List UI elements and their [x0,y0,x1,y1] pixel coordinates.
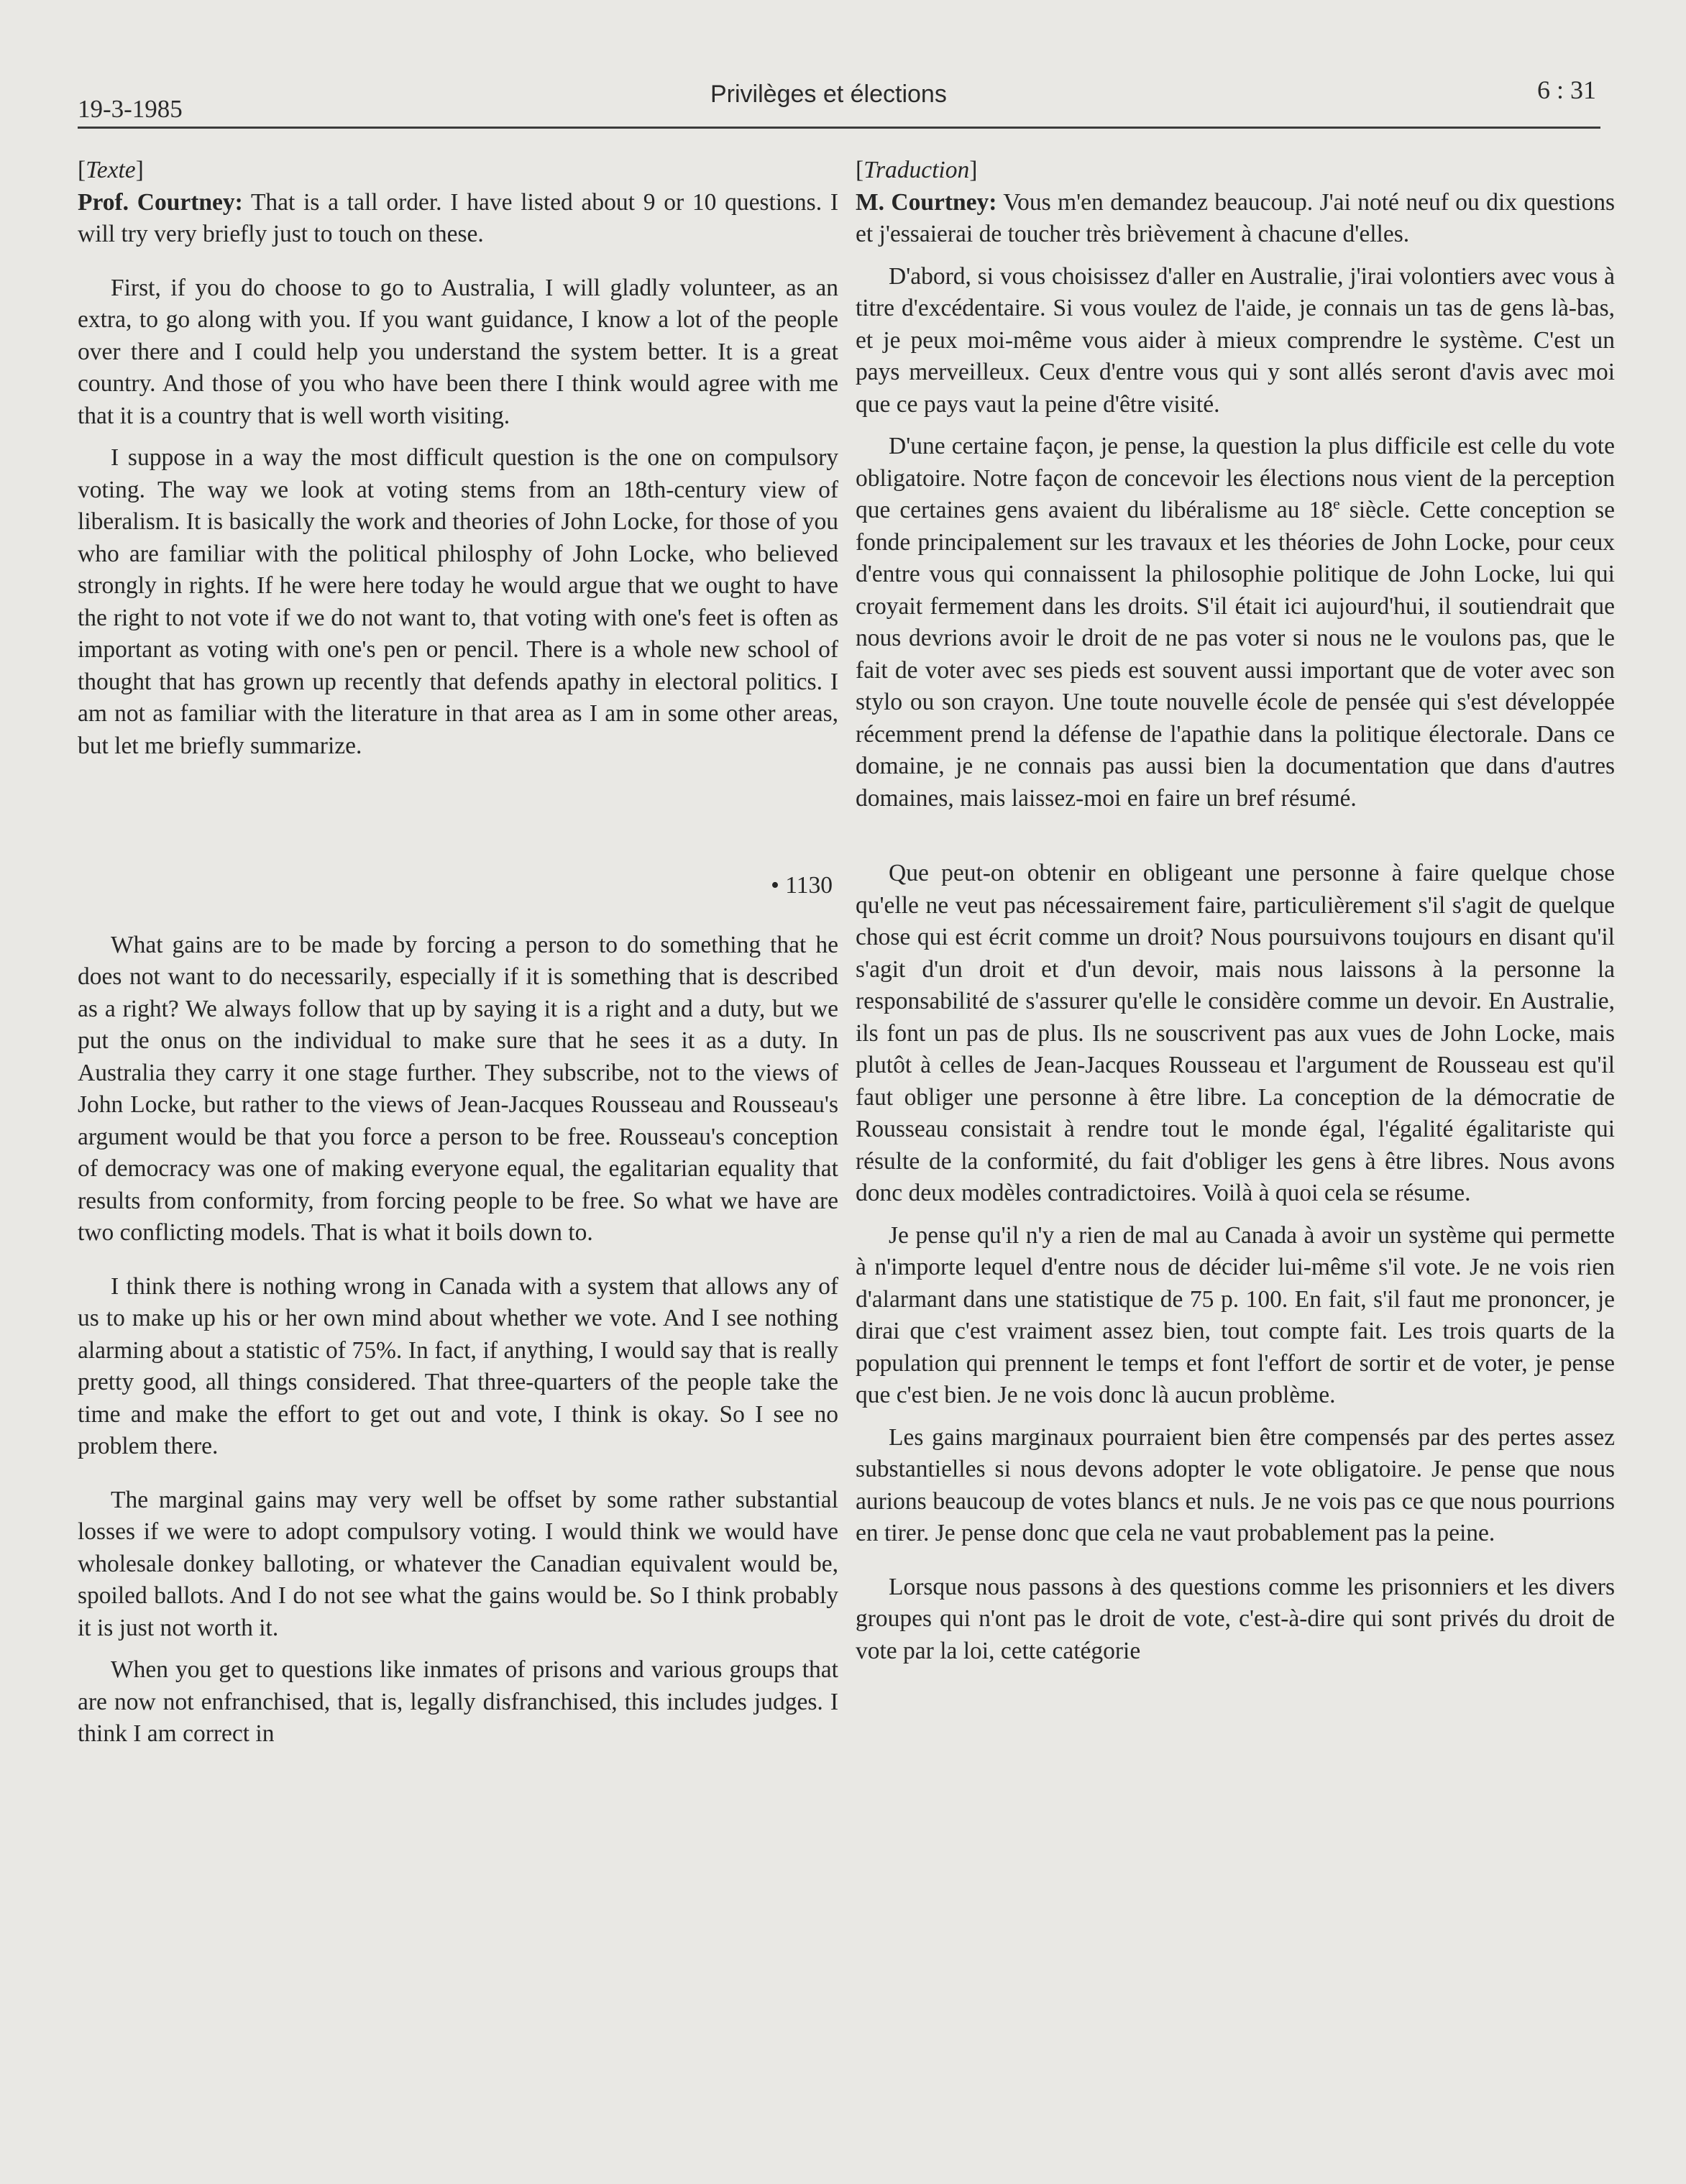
header-page-number: 6 : 31 [1537,75,1597,104]
speaker-paragraph: M. Courtney: Vous m'en demandez beaucoup. J'ai noté neuf ou dix questions et j'essaierai de toucher très brièvement à chacune d'elles. [856,188,1615,247]
french-column [856,155,1615,1667]
speaker-name: Prof. Courtney: [78,188,243,216]
language-label: [Texte] [78,157,144,183]
paragraph: What gains are to be made by forcing a person to do something that he does not want to do necessarily, especially if it is something that is described as a right? We always follow that up by saying it is a right and a duty, but we put the onus on the individual to make sure that he sees it as a duty. In Australia they carry it one stage further. They subscribe, not to the views of John Locke, but rather to the views of Jean-Jacques Rousseau and Rousseau's argument would be that you force a person to be free. Rousseau's conception of democracy was one of making everyone equal, the egalitarian equality that results from conformity, from forcing people to be free. So what we have are two conflicting models. That is what it boils down to. [78,931,838,1246]
paragraph: When you get to questions like inmates of prisons and various groups that are now not enfranchised, that is, legally disfranchised, this includes judges. I think I am correct in [78,1656,838,1747]
header-date: 19-3-1985 [78,95,183,123]
paragraph: I think there is nothing wrong in Canada with a system that allows any of us to make up his or her own mind about whether we vote. And I see nothing alarming about a statistic of 75%. In fact, if anything, I would say that is really pretty good, all things considered. That three-quarters of the people take the time and make the effort to get out and vote, I think is okay. So I see no problem there. [78,1272,838,1459]
paragraph: Que peut-on obtenir en obligeant une personne à faire quelque chose qu'elle ne veut pas nécessairement faire, particulièrement s'il s'agit de quelque chose qui est écrit comme un droit? Nous poursuivons toujours en disant qu'il s'agit d'un droit et d'un devoir, mais nous laissons à la personne la responsabilité de s'assurer qu'elle le considère comme un devoir. En Australie, ils font un pas de plus. Ils ne souscrivent pas aux vues de John Locke, mais plutôt à celles de Jean-Jacques Rousseau et l'argument de Rousseau est qu'il faut obliger une personne à être libre. La conception de la démocratie de Rousseau consistait à rendre tout le monde égal, l'égalité égalitariste qui résulte de la conformité, du fait d'obliger les gens à être libres. Nous avons donc deux modèles contradictoires. Voilà à quoi cela se résume. [856,860,1615,1206]
paragraph: Les gains marginaux pourraient bien être compensés par des pertes assez substantielles si nous devons adopter le vote obligatoire. Je pense que nous aurions beaucoup de votes blancs et nuls. Je ne vois pas ce que nous pourrions en tirer. Je pense donc que cela ne vaut probablement pas la peine. [856,1423,1615,1546]
paragraph: First, if you do choose to go to Australia, I will gladly volunteer, as an extra, to go along with you. If you want guidance, I know a lot of the people over there and I could help you understand the system better. It is a great country. And those of you who have been there I think would agree with me that it is a country that is well worth visiting. [78,274,838,429]
paragraph: Lorsque nous passons à des questions comme les prisonniers et les divers groupes qui n'ont pas le droit de vote, c'est-à-dire qui sont privés du droit de vote par la loi, cette catégorie [856,1573,1615,1664]
paragraph: I suppose in a way the most difficult question is the one on compulsory voting. The way we look at voting stems from an 18th-century view of liberalism. It is basically the work and theories of John Locke, for those of you who are familiar with the political philosphy of John Locke, who believed strongly in rights. If he were here today he would argue that we ought to have the right to not vote if we do not want to, that voting with one's feet is often as important as voting with one's pen or pencil. There is a whole new school of thought that has grown up recently that defends apathy in electoral politics. I am not as familiar with the literature in that area as I am in some other areas, but let me briefly summarize. [78,444,838,759]
speaker-name: M. Courtney: [856,188,997,216]
speaker-paragraph: Prof. Courtney: That is a tall order. I have listed about 9 or 10 questions. I will try very briefly just to touch on these. [78,188,838,247]
english-column [78,155,838,1751]
header-title: Privilèges et élections [710,81,947,108]
paragraph: Je pense qu'il n'y a rien de mal au Canada à avoir un système qui permette à n'importe lequel d'entre nous de décider lui-même s'il vote. Je ne vois rien d'alarmant dans une statistique de 75 p. 100. En fait, s'il faut me prononcer, je dirai que c'est vraiment assez bien, tout compte fait. Les trois quarts de la population qui prennent le temps et font l'effort de sortir et de voter, je pense que c'est bien. Je ne vois donc là aucun problème. [856,1221,1615,1408]
time-marker: • 1130 [771,872,833,899]
paragraph: D'abord, si vous choisissez d'aller en Australie, j'irai volontiers avec vous à titre d'excédentaire. Si vous voulez de l'aide, je connais un tas de gens là-bas, et je peux moi-même vous aider à mieux comprendre le système. C'est un pays merveilleux. Ceux d'entre vous qui y sont allés seront d'avis avec moi que ce pays vaut la peine d'être visité. [856,262,1615,418]
paragraph: The marginal gains may very well be offset by some rather substantial losses if we were to adopt compulsory voting. I would think we would have wholesale donkey balloting, or whatever the Canadian equivalent would be, spoiled ballots. And I do not see what the gains would be. So I think probably it is just not worth it. [78,1486,838,1641]
language-label: [Traduction] [856,157,978,183]
header-rule [78,127,1600,129]
paragraph: D'une certaine façon, je pense, la question la plus difficile est celle du vote obligatoire. Notre façon de concevoir les élections nous vient de la perception que certaines gens avaient du libéralisme au 18e siècle. Cette conception se fonde principalement sur les travaux et les théories de John Locke, pour ceux d'entre vous qui connaissent la philosophie politique de John Locke, lui qui croyait fermement dans les droits. S'il était ici aujourd'hui, il soutiendrait que nous devrions avoir le droit de ne pas voter si nous ne le voulons pas, que le fait de voter avec ses pieds est souvent aussi important que de voter avec son stylo ou son crayon. Une toute nouvelle école de pensée qui s'est développée récemment prend la défense de l'apathie dans la politique électorale. Dans ce domaine, je ne connais pas aussi bien la documentation que dans d'autres domaines, mais laissez-moi en faire un bref résumé. [856,433,1615,812]
